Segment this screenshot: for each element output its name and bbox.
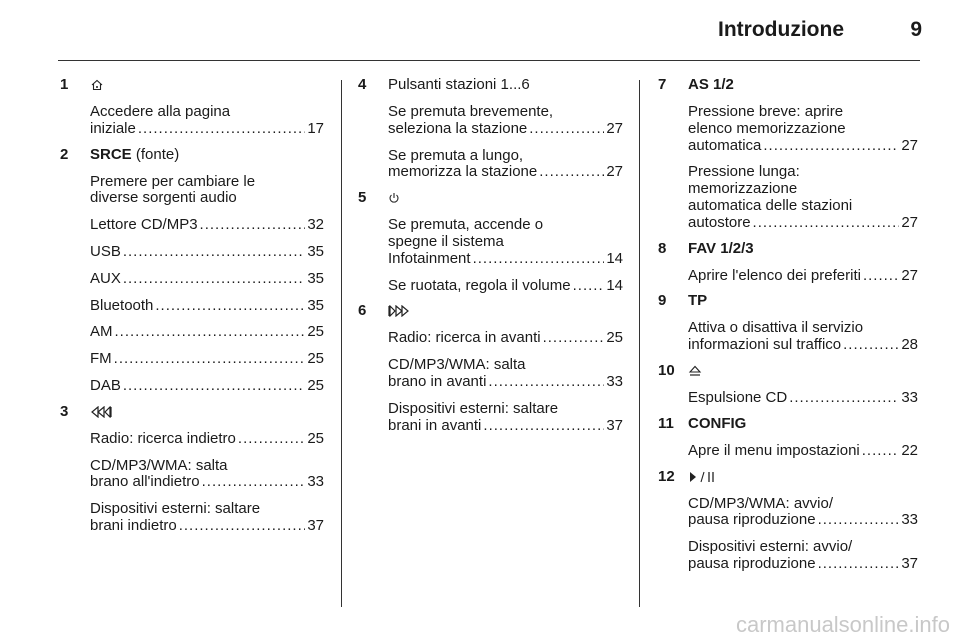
entry-text: Radio: ricerca in avanti <box>388 329 541 347</box>
page-reference: 32 <box>307 216 324 234</box>
power-icon <box>388 192 400 204</box>
leader-dots <box>200 217 306 234</box>
entry-text: pausa riproduzione <box>688 554 816 572</box>
entry <box>388 278 623 295</box>
leader-dots <box>179 518 306 535</box>
entry <box>688 539 918 573</box>
control-name: CONFIG <box>688 414 747 432</box>
toc-line <box>688 556 918 573</box>
entry <box>388 217 623 267</box>
page-reference: 27 <box>901 213 918 231</box>
legend-item <box>358 303 623 434</box>
page-reference: 37 <box>307 516 324 534</box>
entry-text: AUX <box>90 269 121 287</box>
entry <box>388 330 623 347</box>
item-number: 5 <box>358 189 367 207</box>
toc-line <box>388 251 623 268</box>
leader-dots <box>843 337 899 354</box>
page-reference: 37 <box>901 554 918 572</box>
leader-dots <box>543 330 605 347</box>
column-2 <box>358 77 623 434</box>
entry-text: Espulsione CD <box>688 388 788 406</box>
page-reference: 27 <box>606 119 623 137</box>
entry-line: Se premuta a lungo, <box>388 146 524 164</box>
entry-text: brani indietro <box>90 516 177 534</box>
item-number: 2 <box>60 145 69 163</box>
page-reference: 25 <box>606 329 623 347</box>
toc-line <box>388 278 623 295</box>
entry-line: Dispositivi esterni: avvio/ <box>688 538 853 556</box>
entry-line: CD/MP3/WMA: avvio/ <box>688 494 834 512</box>
entry <box>388 104 623 138</box>
toc-line <box>90 431 324 448</box>
leader-dots <box>818 512 900 529</box>
entry-text: Se ruotata, regola il volume <box>388 276 571 294</box>
toc-line <box>90 474 324 491</box>
item-number: 1 <box>60 76 69 93</box>
entry-line: Accedere alla pagina <box>90 103 231 120</box>
item-number: 9 <box>658 292 667 310</box>
toc-line <box>388 418 623 435</box>
entry <box>90 244 324 261</box>
toc-line <box>688 337 918 354</box>
leader-dots <box>123 271 305 288</box>
entry-line: memorizzazione <box>688 180 798 198</box>
toc-line <box>90 351 324 368</box>
page-reference: 33 <box>307 473 324 491</box>
item-heading <box>688 416 918 433</box>
entry-text: memorizza la stazione <box>388 163 538 181</box>
entry-text: brano in avanti <box>388 372 487 390</box>
entry <box>388 148 623 182</box>
entry-text: iniziale <box>90 119 136 137</box>
item-number: 7 <box>658 76 667 93</box>
entry-text: FM <box>90 350 112 368</box>
page-reference: 33 <box>901 511 918 529</box>
entry <box>90 104 324 138</box>
page-reference: 33 <box>901 388 918 406</box>
entry <box>688 104 918 154</box>
toc-line <box>90 298 324 315</box>
entry <box>688 390 918 407</box>
leader-dots <box>202 474 306 491</box>
legend-item <box>658 416 918 460</box>
item-heading <box>388 77 623 94</box>
page-reference: 14 <box>606 276 623 294</box>
page-reference: 27 <box>901 266 918 284</box>
toc-line <box>388 374 623 391</box>
page-reference: 27 <box>901 136 918 154</box>
toc-line <box>90 324 324 341</box>
entry-line: elenco memorizzazione <box>688 119 846 137</box>
item-heading <box>688 363 918 380</box>
page-reference: 35 <box>307 242 324 260</box>
leader-dots <box>155 298 305 315</box>
legend-item <box>60 147 324 395</box>
entry-line: Se premuta, accende o <box>388 216 544 234</box>
column-divider <box>341 80 342 607</box>
legend-item <box>358 77 623 181</box>
entry-line: CD/MP3/WMA: salta <box>388 356 526 374</box>
entry <box>388 357 623 391</box>
column-divider <box>639 80 640 607</box>
item-heading <box>688 293 918 310</box>
page-reference: 25 <box>307 429 324 447</box>
item-heading <box>90 404 324 421</box>
item-number: 8 <box>658 239 667 257</box>
control-name-suffix: (fonte) <box>131 145 180 163</box>
item-number: 11 <box>658 414 674 432</box>
page-reference: 37 <box>606 416 623 434</box>
entry-text: Bluetooth <box>90 296 154 314</box>
entry <box>688 320 918 354</box>
legend-item <box>658 241 918 285</box>
leader-dots <box>115 324 306 341</box>
entry-line: Pressione breve: aprire <box>688 103 844 120</box>
page-reference: 33 <box>606 372 623 390</box>
entry <box>90 271 324 288</box>
entry <box>688 496 918 530</box>
leader-dots <box>789 390 899 407</box>
control-name: FAV 1/2/3 <box>688 239 754 257</box>
page-number: 9 <box>910 18 922 41</box>
page-reference: 28 <box>901 336 918 354</box>
legend-item <box>658 77 918 232</box>
entry-text: autostore <box>688 213 751 231</box>
item-heading <box>90 77 324 94</box>
leader-dots <box>818 556 900 573</box>
leader-dots <box>483 418 604 435</box>
entry-line: Se premuta brevemente, <box>388 103 554 120</box>
toc-line <box>90 121 324 138</box>
toc-line <box>688 443 918 460</box>
toc-line <box>90 244 324 261</box>
entry <box>90 458 324 492</box>
toc-line <box>388 330 623 347</box>
entry-line: Premere per cambiare le <box>90 172 256 190</box>
toc-line <box>688 138 918 155</box>
leader-dots <box>123 378 305 395</box>
leader-dots <box>138 121 305 138</box>
legend-item <box>658 293 918 354</box>
item-number: 3 <box>60 402 69 420</box>
entry-line: CD/MP3/WMA: salta <box>90 456 228 474</box>
item-heading <box>388 303 623 320</box>
item-heading <box>90 147 324 164</box>
play-pause-icon <box>688 471 718 483</box>
control-name: SRCE <box>90 145 132 163</box>
item-heading <box>688 469 918 486</box>
leader-dots <box>114 351 306 368</box>
toc-line <box>688 215 918 232</box>
toc-line <box>688 268 918 285</box>
entry-text: USB <box>90 242 121 260</box>
entry <box>90 298 324 315</box>
item-heading <box>688 77 918 94</box>
leader-dots <box>473 251 605 268</box>
entry-line: Attiva o disattiva il servizio <box>688 319 864 337</box>
page-reference: 25 <box>307 376 324 394</box>
entry <box>688 443 918 460</box>
control-name: AS 1/2 <box>688 76 734 93</box>
entry-text: Aprire l'elenco dei preferiti <box>688 266 861 284</box>
leader-dots <box>123 244 305 261</box>
legend-item <box>60 77 324 138</box>
item-number: 6 <box>358 302 367 320</box>
page-reference: 25 <box>307 323 324 341</box>
entry-text: pausa riproduzione <box>688 511 816 529</box>
page-reference: 35 <box>307 269 324 287</box>
entry-line: automatica delle stazioni <box>688 196 853 214</box>
leader-dots <box>539 164 604 181</box>
page-reference: 27 <box>606 163 623 181</box>
entry <box>388 401 623 435</box>
item-heading <box>688 241 918 258</box>
eject-icon <box>688 365 702 377</box>
toc-line <box>388 164 623 181</box>
entry-line: diverse sorgenti audio <box>90 189 237 207</box>
entry-text: Lettore CD/MP3 <box>90 216 198 234</box>
toc-line <box>90 217 324 234</box>
leader-dots <box>529 121 604 138</box>
home-icon <box>90 78 104 92</box>
item-number: 12 <box>658 467 675 485</box>
entry <box>90 378 324 395</box>
entry-line: Dispositivi esterni: saltare <box>388 399 559 417</box>
entry-text: Radio: ricerca indietro <box>90 429 236 447</box>
column-1 <box>60 77 324 535</box>
item-number: 4 <box>358 76 367 93</box>
leader-dots <box>238 431 305 448</box>
entry-text: AM <box>90 323 113 341</box>
legend-item <box>658 469 918 573</box>
leader-dots <box>862 443 900 460</box>
legend-item <box>358 190 623 294</box>
entry <box>688 268 918 285</box>
leader-dots <box>863 268 899 285</box>
header-divider <box>58 60 920 61</box>
entry-text: brano all'indietro <box>90 473 200 491</box>
entry-text: Infotainment <box>388 249 471 267</box>
page-reference: 35 <box>307 296 324 314</box>
page-title: Introduzione <box>718 18 844 41</box>
leader-dots <box>573 278 605 295</box>
column-3 <box>658 77 918 573</box>
entry-line: Dispositivi esterni: saltare <box>90 500 261 518</box>
item-number: 10 <box>658 361 675 379</box>
leader-dots <box>763 138 899 155</box>
entry-text: informazioni sul traffico <box>688 336 842 354</box>
entry-text: seleziona la stazione <box>388 119 528 137</box>
seek-forward-icon <box>388 305 410 317</box>
toc-line <box>388 121 623 138</box>
control-name: TP <box>688 292 708 310</box>
leader-dots <box>753 215 900 232</box>
entry <box>90 501 324 535</box>
entry <box>90 217 324 234</box>
toc-line <box>688 390 918 407</box>
toc-line <box>90 271 324 288</box>
entry-text: brani in avanti <box>388 416 482 434</box>
control-name: Pulsanti stazioni 1...6 <box>388 76 530 93</box>
page-reference: 22 <box>901 441 918 459</box>
item-heading <box>388 190 623 207</box>
entry-text: automatica <box>688 136 762 154</box>
seek-back-icon <box>90 406 112 418</box>
entry <box>90 174 324 208</box>
entry <box>90 324 324 341</box>
watermark: carmanualsonline.info <box>735 612 950 637</box>
entry-line: spegne il sistema <box>388 232 504 250</box>
page-reference: 25 <box>307 350 324 368</box>
entry <box>688 164 918 231</box>
page-reference: 14 <box>606 249 623 267</box>
legend-item <box>60 404 324 535</box>
page-reference: 17 <box>307 119 324 137</box>
entry <box>90 431 324 448</box>
entry-text: DAB <box>90 376 121 394</box>
entry-text: Apre il menu impostazioni <box>688 441 860 459</box>
legend-item <box>658 363 918 407</box>
toc-line <box>90 378 324 395</box>
entry-line: Pressione lunga: <box>688 163 800 181</box>
toc-line <box>688 512 918 529</box>
toc-line <box>90 518 324 535</box>
leader-dots <box>488 374 604 391</box>
entry <box>90 351 324 368</box>
